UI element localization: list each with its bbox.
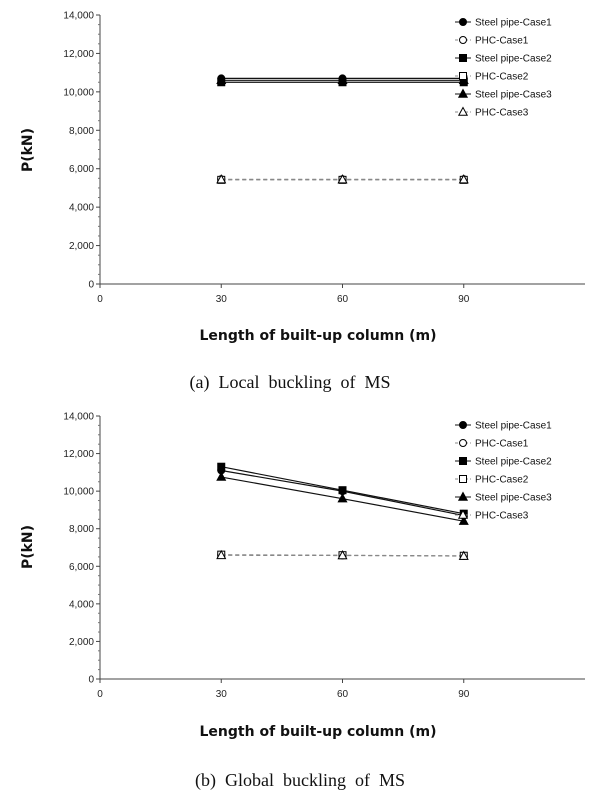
legend-marker <box>459 108 467 116</box>
y-tick-label: 10,000 <box>63 486 94 498</box>
legend-marker <box>460 55 467 62</box>
data-point-series-2 <box>218 463 225 470</box>
caption: (b) Global buckling of MS <box>195 770 405 790</box>
legend-marker <box>460 458 467 465</box>
y-tick-label: 14,000 <box>63 411 94 423</box>
y-tick-label: 4,000 <box>68 202 94 214</box>
y-axis-label: P(kN) <box>20 127 36 173</box>
legend-label: PHC-Case1 <box>475 35 529 47</box>
y-tick-label: 2,000 <box>68 636 94 648</box>
legend <box>455 18 552 119</box>
x-axis-label: Length of built-up column (m) <box>199 724 437 740</box>
legend-label: Steel pipe-Case3 <box>475 492 552 504</box>
legend-label: Steel pipe-Case2 <box>475 456 552 468</box>
legend-label: PHC-Case3 <box>475 510 529 522</box>
y-tick-label: 8,000 <box>68 524 94 536</box>
x-axis-label: Length of built-up column (m) <box>199 328 437 344</box>
data-point-series-2 <box>339 487 346 494</box>
legend-label: Steel pipe-Case3 <box>475 89 552 101</box>
y-tick-label: 0 <box>88 279 94 291</box>
x-tick-label: 0 <box>97 294 103 305</box>
x-tick-label: 90 <box>458 689 470 700</box>
legend-marker <box>460 476 467 483</box>
legend-label: PHC-Case2 <box>475 71 529 83</box>
legend-marker <box>460 19 467 26</box>
y-tick-label: 10,000 <box>63 87 94 99</box>
legend-marker <box>459 90 467 98</box>
data-point-series-4 <box>217 473 225 481</box>
y-tick-label: 2,000 <box>68 241 94 253</box>
caption: (a) Local buckling of MS <box>189 372 391 392</box>
legend-marker <box>460 73 467 80</box>
legend-label: PHC-Case1 <box>475 438 529 450</box>
y-tick-label: 6,000 <box>68 561 94 573</box>
chart-global-buckling <box>20 412 585 792</box>
x-tick-label: 30 <box>215 689 227 700</box>
y-tick-label: 8,000 <box>68 125 94 137</box>
chart-local-buckling <box>20 11 585 394</box>
legend-marker <box>460 422 467 429</box>
legend-marker <box>459 493 467 501</box>
x-tick-label: 30 <box>215 294 227 305</box>
x-tick-label: 60 <box>336 689 349 700</box>
legend-label: Steel pipe-Case1 <box>475 17 552 29</box>
y-tick-label: 12,000 <box>63 449 94 461</box>
y-axis-label: P(kN) <box>20 524 36 570</box>
legend-label: Steel pipe-Case2 <box>475 53 552 65</box>
x-tick-label: 0 <box>97 689 103 700</box>
y-tick-label: 14,000 <box>63 10 94 22</box>
legend-marker <box>460 37 467 44</box>
legend-label: PHC-Case2 <box>475 474 529 486</box>
legend-marker <box>460 440 467 447</box>
x-tick-label: 60 <box>336 294 349 305</box>
legend <box>455 421 552 522</box>
legend-label: PHC-Case3 <box>475 107 529 119</box>
y-tick-label: 12,000 <box>63 48 94 60</box>
y-tick-label: 4,000 <box>68 599 94 611</box>
y-tick-label: 0 <box>88 674 94 686</box>
y-tick-label: 6,000 <box>68 164 94 176</box>
x-tick-label: 90 <box>458 294 470 305</box>
legend-label: Steel pipe-Case1 <box>475 420 552 432</box>
